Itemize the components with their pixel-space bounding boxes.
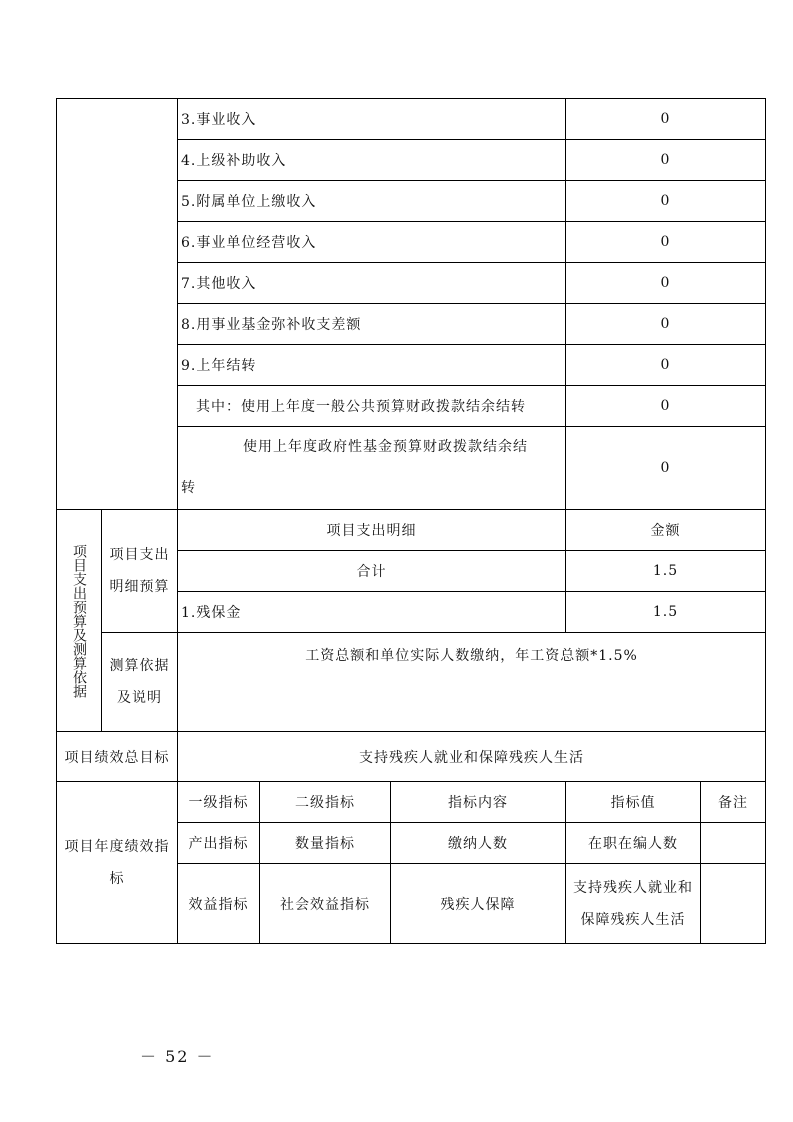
- funding-value: 0: [566, 140, 766, 181]
- indicator-level1: 效益指标: [178, 864, 260, 944]
- indicator-level2: 社会效益指标: [260, 864, 391, 944]
- funding-value: 0: [566, 99, 766, 140]
- indicator-header: 指标值: [566, 782, 701, 823]
- expense-section-label: 项目支出预算及测算依据: [71, 543, 87, 698]
- indicator-value: 在职在编人数: [566, 823, 701, 864]
- expense-total-label: 合计: [178, 551, 566, 592]
- indicator-section-label: 项目年度绩效指标: [57, 782, 178, 944]
- expense-basis-text: 工资总额和单位实际人数缴纳，年工资总额*1.5%: [178, 633, 766, 732]
- expense-item-value: 1.5: [566, 592, 766, 633]
- indicator-header: 备注: [701, 782, 766, 823]
- expense-header-row: [57, 510, 766, 551]
- indicator-header-row: [57, 782, 766, 823]
- funding-value: 0: [566, 304, 766, 345]
- funding-label: 5.附属单位上缴收入: [178, 181, 566, 222]
- expense-section-label-cell: [57, 510, 102, 732]
- funding-label: 其中：使用上年度一般公共预算财政拨款结余结转: [178, 386, 566, 427]
- indicator-header: 指标内容: [391, 782, 566, 823]
- expense-total-value: 1.5: [566, 551, 766, 592]
- indicator-content: 残疾人保障: [391, 864, 566, 944]
- funding-label: 3.事业收入: [178, 99, 566, 140]
- goal-text: 支持残疾人就业和保障残疾人生活: [178, 732, 766, 782]
- indicator-note: [701, 823, 766, 864]
- budget-table: [56, 98, 766, 944]
- funding-label: 8.用事业基金弥补收支差额: [178, 304, 566, 345]
- goal-label: 项目绩效总目标: [57, 732, 178, 782]
- funding-label-line2: 转: [181, 480, 196, 496]
- expense-basis-label: 测算依据及说明: [102, 633, 178, 732]
- page-number: － 52 －: [140, 1047, 215, 1066]
- expense-header-amount: 金额: [566, 510, 766, 551]
- funding-value: 0: [566, 263, 766, 304]
- expense-basis-row: [57, 633, 766, 682]
- funding-label: 4.上级补助收入: [178, 140, 566, 181]
- funding-label-line1: 使用上年度政府性基金预算财政拨款结余结: [243, 439, 528, 455]
- funding-value: 0: [566, 345, 766, 386]
- indicator-header: 一级指标: [178, 782, 260, 823]
- expense-header-item: 项目支出明细: [178, 510, 566, 551]
- funding-row: [57, 99, 766, 140]
- funding-label-multiline: [178, 427, 566, 510]
- indicator-level2: 数量指标: [260, 823, 391, 864]
- indicator-note: [701, 864, 766, 944]
- indicator-level1: 产出指标: [178, 823, 260, 864]
- funding-label: 6.事业单位经营收入: [178, 222, 566, 263]
- indicator-header: 二级指标: [260, 782, 391, 823]
- indicator-value: 支持残疾人就业和保障残疾人生活: [566, 864, 701, 944]
- funding-value: 0: [566, 222, 766, 263]
- indicator-content: 缴纳人数: [391, 823, 566, 864]
- expense-detail-label: 项目支出明细预算: [102, 510, 178, 633]
- funding-value: 0: [566, 181, 766, 222]
- funding-blank-cell: [57, 99, 178, 510]
- expense-item-label: 1.残保金: [178, 592, 566, 633]
- goal-row: [57, 732, 766, 782]
- funding-label: 7.其他收入: [178, 263, 566, 304]
- funding-value: 0: [566, 427, 766, 510]
- funding-label: 9.上年结转: [178, 345, 566, 386]
- funding-value: 0: [566, 386, 766, 427]
